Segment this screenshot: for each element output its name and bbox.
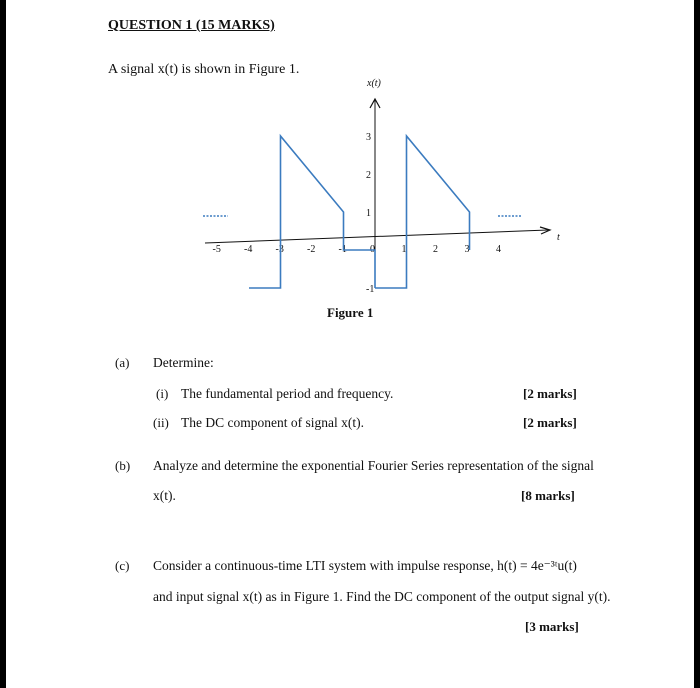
x-axis — [205, 230, 548, 243]
part-a-ii-text: The DC component of signal x(t). — [181, 415, 364, 430]
part-a-ii-marks: [2 marks] — [523, 415, 577, 430]
part-b-label: (b) — [115, 458, 131, 473]
part-b-text-line1: Analyze and determine the exponential Fourier Series representation of the signal — [153, 458, 594, 473]
part-a-text: Determine: — [153, 355, 214, 370]
signal-series-2 — [375, 136, 470, 288]
figure-caption: Figure 1 — [327, 305, 374, 320]
part-b-text-line2: x(t). — [153, 488, 176, 503]
x-tick-label: -4 — [244, 244, 253, 255]
part-a-i-label: (i) — [156, 386, 169, 401]
y-tick-label: 3 — [366, 132, 371, 143]
x-tick-label: 4 — [496, 244, 501, 255]
y-tick-label: -1 — [366, 284, 375, 295]
y-axis-label: x(t) — [367, 78, 381, 89]
y-tick-label: 1 — [366, 208, 371, 219]
part-a-label: (a) — [115, 355, 130, 370]
x-axis-label: t — [557, 232, 560, 243]
x-tick-label: 2 — [433, 244, 438, 255]
part-c-text-line2: and input signal x(t) as in Figure 1. Find the DC component of the output signal y(t). — [153, 589, 611, 604]
x-tick-label: -3 — [275, 244, 284, 255]
part-c-text-line1: Consider a continuous-time LTI system with impulse response, h(t) = 4e⁻³ᵗu(t) — [153, 558, 577, 573]
y-tick-label: 2 — [366, 170, 371, 181]
signal-figure — [0, 0, 700, 330]
signal-series-1 — [249, 136, 375, 288]
part-a-i-marks: [2 marks] — [523, 386, 577, 401]
part-c-label: (c) — [115, 558, 130, 573]
part-a-ii-label: (ii) — [153, 415, 169, 430]
part-b-marks: [8 marks] — [521, 488, 575, 503]
x-tick-label: -2 — [307, 244, 316, 255]
x-tick-label: 3 — [464, 244, 470, 255]
x-tick-label: 1 — [401, 244, 407, 255]
x-tick-label: 0 — [370, 244, 375, 255]
intro-text: A signal x(t) is shown in Figure 1. — [108, 62, 300, 77]
x-tick-label: -1 — [338, 244, 347, 255]
part-a-i-text: The fundamental period and frequency. — [181, 386, 394, 401]
part-c-marks: [3 marks] — [525, 619, 579, 634]
question-title: QUESTION 1 (15 MARKS) — [108, 18, 275, 33]
x-tick-label: -5 — [212, 244, 221, 255]
